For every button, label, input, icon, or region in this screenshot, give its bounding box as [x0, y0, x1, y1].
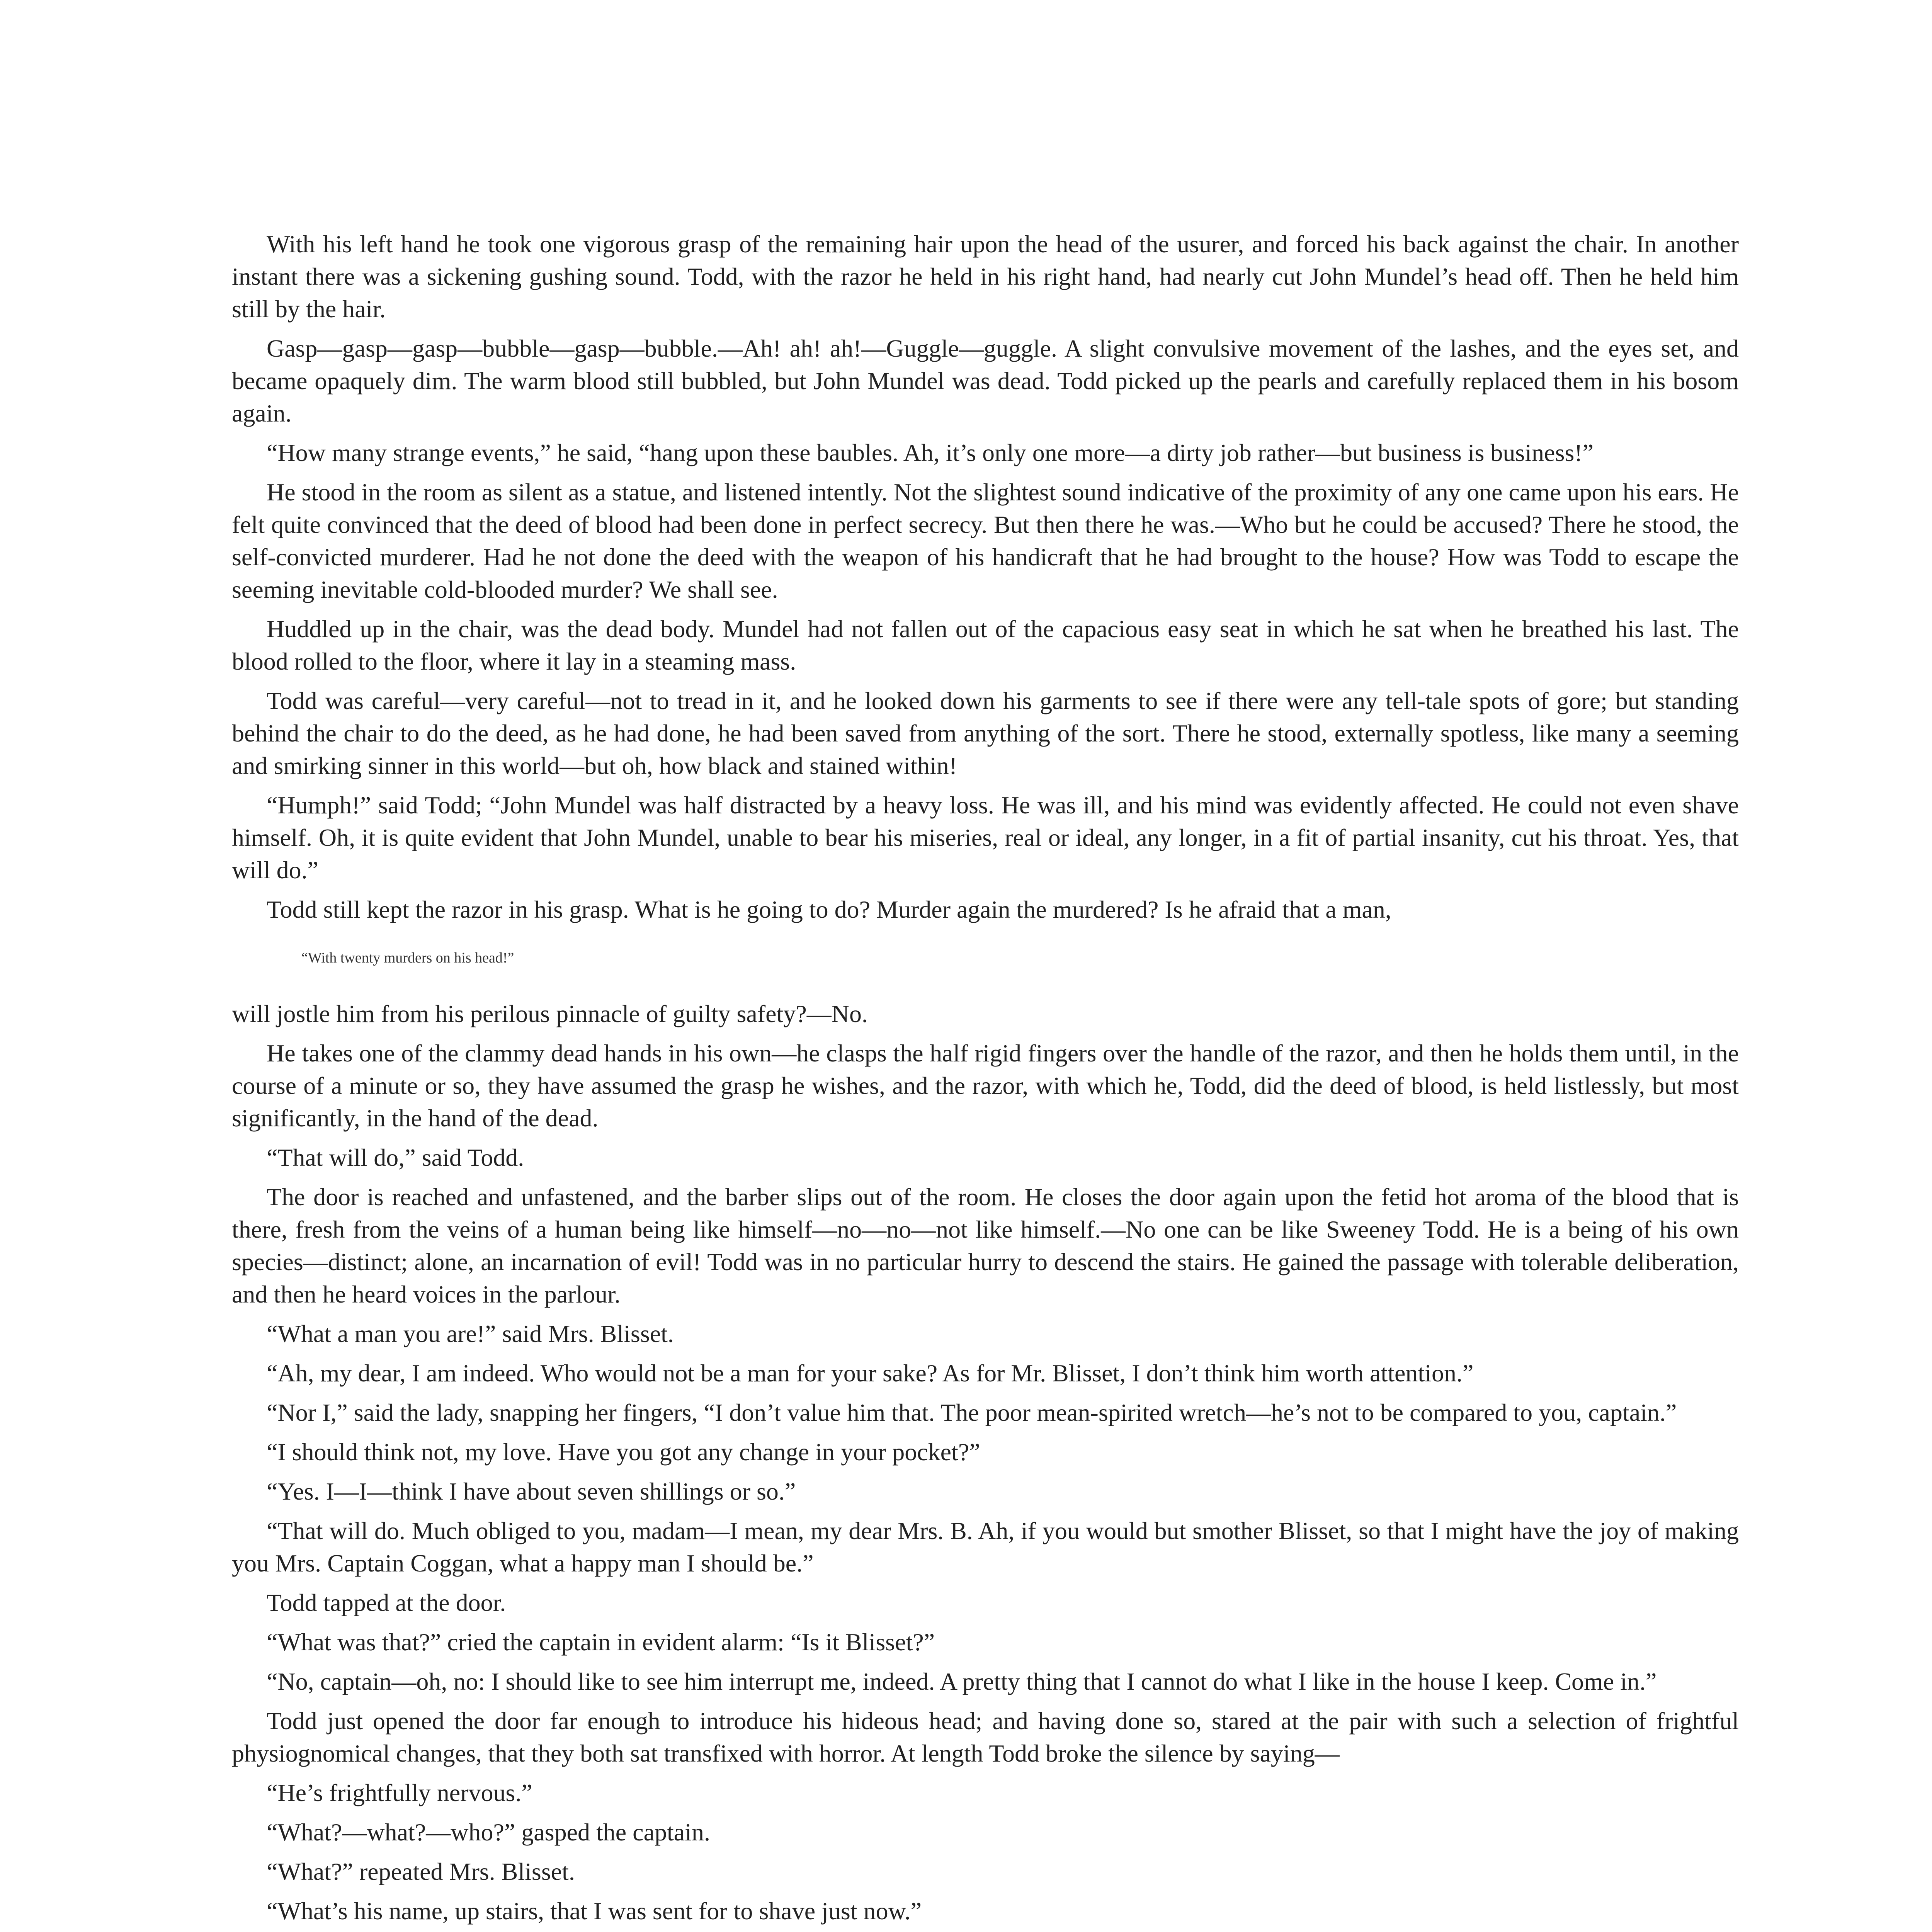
- paragraph: “That will do. Much obliged to you, madam—I mean, my dear Mrs. B. Ah, if you would but smother Blisset, so that I might have the joy of making you Mrs. Captain Coggan, what a happy man I should be.”: [232, 1517, 1739, 1577]
- paragraph: “Nor I,” said the lady, snapping her fingers, “I don’t value him that. The poor mean-spirited wretch—he’s not to be compared to you, captain.”: [267, 1399, 1677, 1426]
- paragraph: “What’s his name, up stairs, that I was sent for to shave just now.”: [267, 1897, 922, 1925]
- inline-quote: “With twenty murders on his head!”: [301, 950, 514, 966]
- paragraph: “What was that?” cried the captain in evident alarm: “Is it Blisset?”: [267, 1628, 935, 1656]
- paragraph: “I should think not, my love. Have you got any change in your pocket?”: [267, 1438, 980, 1466]
- paragraph: Todd just opened the door far enough to introduce his hideous head; and having done so, stared at the pair with such a selection of frightful physiognomical changes, that they both sat transfixed with horror. At length Todd broke the silence by saying—: [232, 1707, 1739, 1767]
- paragraph: “Humph!” said Todd; “John Mundel was half distracted by a heavy loss. He was ill, and his mind was evidently affected. He could not even shave himself. Oh, it is quite evident that John Mundel, unable to bear his miseries, real or ideal, any longer, in a fit of partial insanity, cut his throat. Yes, that will do.”: [232, 791, 1739, 884]
- body-text: [232, 228, 1739, 1932]
- paragraph: “Yes. I—I—think I have about seven shillings or so.”: [267, 1478, 796, 1505]
- paragraph: will jostle him from his perilous pinnacle of guilty safety?—No.: [232, 1000, 868, 1027]
- paragraph: Huddled up in the chair, was the dead body. Mundel had not fallen out of the capacious easy seat in which he sat when he breathed his last. The blood rolled to the floor, where it lay in a steaming mass.: [232, 615, 1739, 675]
- paragraph: “Ah, my dear, I am indeed. Who would not be a man for your sake? As for Mr. Blisset, I don’t think him worth attention.”: [267, 1359, 1474, 1387]
- paragraph: “No, captain—oh, no: I should like to see him interrupt me, indeed. A pretty thing that I cannot do what I like in the house I keep. Come in.”: [267, 1668, 1657, 1695]
- paragraph: He stood in the room as silent as a statue, and listened intently. Not the slightest sound indicative of the proximity of any one came upon his ears. He felt quite convinced that the deed of blood had been done in perfect secrecy. But then there he was.—Who but he could be accused? There he stood, the self-convicted murderer. Had he not done the deed with the weapon of his handicraft that he had brought to the house? How was Todd to escape the seeming inevitable cold-blooded murder? We shall see.: [232, 478, 1739, 603]
- paragraph: “What?—what?—who?” gasped the captain.: [267, 1818, 710, 1846]
- paragraph: Todd still kept the razor in his grasp. What is he going to do? Murder again the murdered? Is he afraid that a man,: [267, 896, 1391, 923]
- paragraph: He takes one of the clammy dead hands in his own—he clasps the half rigid fingers over the handle of the razor, and then he holds them until, in the course of a minute or so, they have assumed the grasp he wishes, and the razor, with which he, Todd, did the deed of blood, is held listlessly, but most significantly, in the hand of the dead.: [232, 1039, 1739, 1132]
- paragraph: “He’s frightfully nervous.”: [267, 1779, 532, 1806]
- paragraph: Todd tapped at the door.: [267, 1589, 506, 1616]
- paragraph: Todd was careful—very careful—not to tread in it, and he looked down his garments to see if there were any tell-tale spots of gore; but standing behind the chair to do the deed, as he had done, he had been saved from anything of the sort. There he stood, externally spotless, like many a seeming and smirking sinner in this world—but oh, how black and stained within!: [232, 687, 1739, 779]
- paragraph: “How many strange events,” he said, “hang upon these baubles. Ah, it’s only one more—a dirty job rather—but business is business!”: [267, 439, 1594, 466]
- paragraph: “What?” repeated Mrs. Blisset.: [267, 1858, 575, 1885]
- paragraph: The door is reached and unfastened, and the barber slips out of the room. He closes the door again upon the fetid hot aroma of the blood that is there, fresh from the veins of a human being like himself—no—no—not like himself.—No one can be like Sweeney Todd. He is a being of his own species—distinct; alone, an incarnation of evil! Todd was in no particular hurry to descend the stairs. He gained the passage with tolerable deliberation, and then he heard voices in the parlour.: [232, 1183, 1739, 1308]
- paragraph: With his left hand he took one vigorous grasp of the remaining hair upon the head of the usurer, and forced his back against the chair. In another instant there was a sickening gushing sound. Todd, with the razor he held in his right hand, had nearly cut John Mundel’s head off. Then he held him still by the hair.: [232, 230, 1739, 323]
- paragraph: “What a man you are!” said Mrs. Blisset.: [267, 1320, 674, 1347]
- paragraph: Gasp—gasp—gasp—bubble—gasp—bubble.—Ah! ah! ah!—Guggle—guggle. A slight convulsive movement of the lashes, and the eyes set, and became opaquely dim. The warm blood still bubbled, but John Mundel was dead. Todd picked up the pearls and carefully replaced them in his bosom again.: [232, 335, 1739, 427]
- paragraph: “That will do,” said Todd.: [267, 1144, 524, 1171]
